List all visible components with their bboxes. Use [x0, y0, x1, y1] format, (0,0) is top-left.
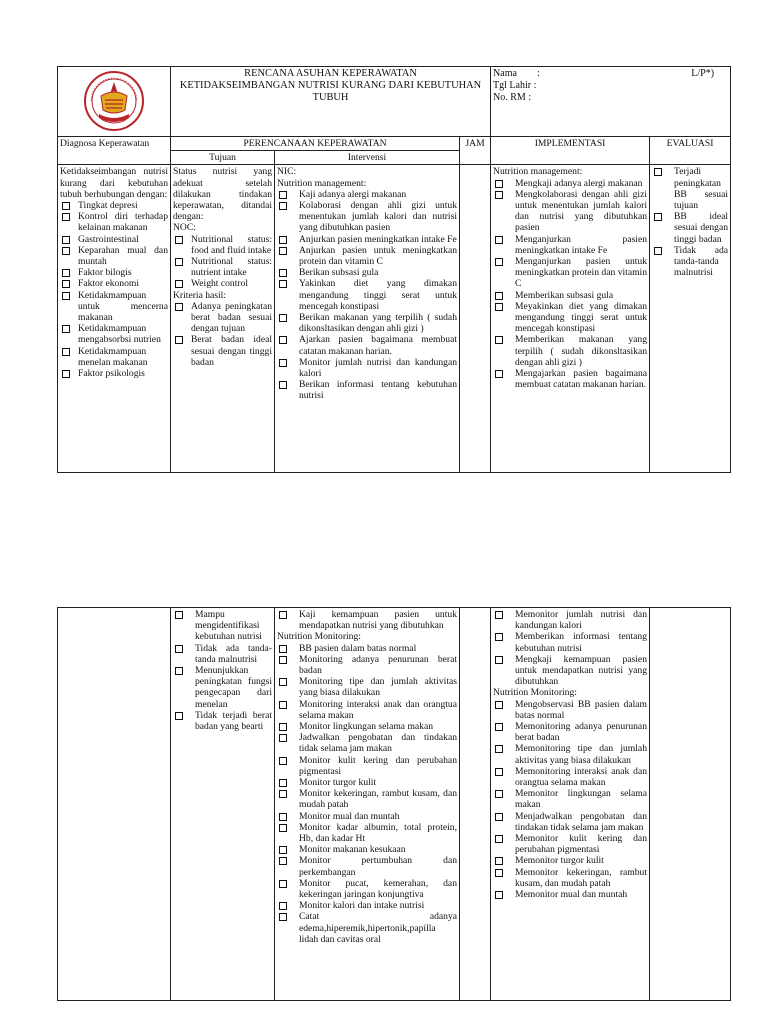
care-plan-table-top [57, 66, 731, 473]
document-title [171, 67, 491, 137]
col-tujuan-header: Tujuan [171, 151, 275, 165]
title-line-1: RENCANA ASUHAN KEPERAWATAN [244, 68, 417, 79]
col-diagnosa-header: Diagnosa Keperawatan [58, 137, 171, 165]
list-item: Faktor psikologis [60, 368, 168, 379]
list-item: Tingkat depresi [60, 200, 168, 211]
list-item: Mengkolaborasi dengan ahli gizi untuk menentukan jumlah kalori dan nutrisi yang dibutuhkan pasien [493, 189, 647, 234]
list-item: Ajarkan pasien bagaimana membuat catatan makanan harian. [277, 334, 457, 356]
implementasi-first-list [493, 609, 647, 687]
col-jam-header: JAM [460, 137, 491, 165]
list-item: Kaji kemampuan pasien untuk mendapatkan nutrisi yang dibutuhkan [277, 609, 457, 631]
logo-cell [58, 67, 171, 137]
intervensi-cell-2 [275, 608, 460, 1001]
list-item: Memberikan makanan yang terpilih ( sudah dikonsltasikan dengan ahli gizi ) [493, 334, 647, 368]
impl-monitoring-label: Nutrition Monitoring: [493, 687, 577, 699]
implementasi-cell-2 [491, 608, 650, 1001]
tujuan-intro: Status nutrisi yang adekuat setelah dilakukan tindakan keperawatan, ditandai dengan: [173, 166, 272, 223]
jam-cell [460, 165, 491, 473]
noc-label: NOC: [173, 222, 196, 234]
list-item: Menunjukkan peningkatan fungsi pengecapan dari menelan [173, 665, 272, 710]
nic-sub-label: Nutrition management: [277, 177, 367, 189]
list-item: Anjurkan pasien untuk meningkatkan protein dan vitamin C [277, 245, 457, 267]
list-item: Memberikan subsasi gula [493, 290, 647, 301]
list-item: Monitor pucat, kemerahan, dan kekeringan jaringan konjungtiva [277, 878, 457, 900]
title-line-2: KETIDAKSEIMBANGAN NUTRISI KURANG DARI KEBUTUHAN TUBUH [179, 80, 482, 103]
list-item: Monitor makanan kesukaan [277, 844, 457, 855]
university-logo [83, 70, 145, 132]
list-item: Monitor kadar albumin, total protein, Hb, dan kadar Ht [277, 822, 457, 844]
list-item: Yakinkan diet yang dimakan mengandung tinggi serat untuk mencegah konstipasi [277, 278, 457, 312]
list-item: Memonitor kulit kering dan perubahan pigmentasi [493, 833, 647, 855]
list-item: Ketidakmampuan untuk mencerna makanan [60, 290, 168, 324]
list-item: Memonitor kekeringan, rambut kusam, dan mudah patah [493, 867, 647, 889]
care-plan-table-bottom [57, 607, 731, 1001]
evaluasi-cell-2 [650, 608, 731, 1001]
list-item: Menganjurkan pasien untuk meningkatkan protein dan vitamin C [493, 256, 647, 290]
list-item: Faktor ekonomi [60, 278, 168, 289]
col-intervensi-header: Intervensi [275, 151, 460, 165]
list-item: Memonitoring adanya penurunan berat badan [493, 721, 647, 743]
tgl-lahir-label: Tgl Lahir : [493, 80, 537, 91]
jam-cell-2 [460, 608, 491, 1001]
list-item: Ketidakmampuan menelan makanan [60, 346, 168, 368]
intervensi-first-list [277, 609, 457, 631]
implementasi-list [493, 178, 647, 391]
list-item: Mengobservasi BB pasien dalam batas normal [493, 699, 647, 721]
tujuan-cell [171, 165, 275, 473]
list-item: Nutritional status: food and fluid intake [173, 234, 272, 256]
list-item: Berikan subsasi gula [277, 267, 457, 278]
list-item: Monitor kekeringan, rambut kusam, dan mudah patah [277, 788, 457, 810]
implementasi-list-2 [493, 699, 647, 901]
list-item: Monitor turgor kulit [277, 777, 457, 788]
list-item: Anjurkan pasien meningkatkan intake Fe [277, 234, 457, 245]
list-item: Kaji adanya alergi makanan [277, 189, 457, 200]
implementasi-cell [491, 165, 650, 473]
noc-list [173, 234, 272, 290]
list-item: Mengkaji kemampuan pasien untuk mendapatkan nutrisi yang dibutuhkan [493, 654, 647, 688]
impl-sub-label: Nutrition management: [493, 166, 583, 178]
diagnosa-list [60, 200, 168, 379]
list-item: Memonitoring interaksi anak dan orangtua selama makan [493, 766, 647, 788]
list-item: Nutritional status: nutrient intake [173, 256, 272, 278]
col-perencanaan-header: PERENCANAAN KEPERAWATAN [171, 137, 460, 151]
list-item: Meyakinkan diet yang dimakan mengandung tinggi serat untuk mencegah konstipasi [493, 301, 647, 335]
list-item: Monitoring adanya penurunan berat badan [277, 654, 457, 676]
monitoring-label: Nutrition Monitoring: [277, 631, 361, 643]
intervensi-list-2 [277, 643, 457, 945]
diagnosa-cell [58, 165, 171, 473]
list-item: Faktor bilogis [60, 267, 168, 278]
list-item: Monitor jumlah nutrisi dan kandungan kalori [277, 357, 457, 379]
list-item: Tidak ada tanda-tanda malnutrisi [652, 245, 728, 279]
list-item: Mampu mengidentifikasi kebutuhan nutrisi [173, 609, 272, 643]
list-item: Gastrointestinal [60, 234, 168, 245]
list-item: Monitor pertumbuhan dan perkembangan [277, 855, 457, 877]
list-item: Monitoring tipe dan jumlah aktivitas yang biasa dilakukan [277, 676, 457, 698]
list-item: Adanya peningkatan berat badan sesuai dengan tujuan [173, 301, 272, 335]
no-rm-label: No. RM : [493, 92, 532, 103]
diagnosa-cell-2 [58, 608, 171, 1001]
intervensi-list [277, 189, 457, 402]
list-item: Mengkaji adanya alergi makanan [493, 178, 647, 189]
list-item: Berat badan ideal sesuai dengan tinggi badan [173, 334, 272, 368]
list-item: Monitor kalori dan intake nutrisi [277, 900, 457, 911]
list-item: Memonitoring tipe dan jumlah aktivitas yang biasa dilakukan [493, 743, 647, 765]
list-item: Memberikan informasi tentang kebutuhan nutrisi [493, 631, 647, 653]
list-item: Berikan makanan yang terpilih ( sudah dikonsltasikan dengan ahli gizi ) [277, 312, 457, 334]
col-implementasi-header: IMPLEMENTASI [491, 137, 650, 165]
list-item: Memonitor mual dan muntah [493, 889, 647, 900]
list-item: Tidak ada tanda-tanda malnutrisi [173, 643, 272, 665]
list-item: Menganjurkan pasien meningkatkan intake Fe [493, 234, 647, 256]
gender-label: L/P*) [691, 68, 715, 79]
list-item: Monitor mual dan muntah [277, 811, 457, 822]
diagnosa-intro: Ketidakseimbangan nutrisi kurang dari kebutuhan tubuh berhubungan dengan: [60, 166, 168, 200]
list-item: BB pasien dalam batas normal [277, 643, 457, 654]
list-item: Jadwalkan pengobatan dan tindakan tidak selama jam makan [277, 732, 457, 754]
list-item: Berikan informasi tentang kebutuhan nutrisi [277, 379, 457, 401]
list-item: Menjadwalkan pengobatan dan tindakan tidak selama jam makan [493, 811, 647, 833]
list-item: Memonitor lingkungan selama makan [493, 788, 647, 810]
list-item: BB ideal sesuai dengan tinggi badan [652, 211, 728, 245]
kriteria-label: Kriteria hasil: [173, 289, 227, 301]
tujuan-list-2 [173, 609, 272, 732]
list-item: Catat adanya edema,hiperemik,hipertonik,papilla lidah dan cavitas oral [277, 911, 457, 945]
evaluasi-list [652, 166, 728, 278]
evaluasi-cell [650, 165, 731, 473]
list-item: Ketidakmampuan mengabsorbsi nutrien [60, 323, 168, 345]
list-item: Monitor lingkungan selama makan [277, 721, 457, 732]
list-item: Mengajarkan pasien bagaimana membuat catatan makanan harian. [493, 368, 647, 390]
list-item: Weight control [173, 278, 272, 289]
list-item: Tidak terjadi berat badan yang bearti [173, 710, 272, 732]
nama-label: Nama [493, 68, 517, 79]
nic-label: NIC: [277, 166, 297, 178]
intervensi-cell [275, 165, 460, 473]
list-item: Terjadi peningkatan BB sesuai tujuan [652, 166, 728, 211]
col-evaluasi-header: EVALUASI [650, 137, 731, 165]
list-item: Monitoring interaksi anak dan orangtua selama makan [277, 699, 457, 721]
list-item: Kolaborasi dengan ahli gizi untuk menentukan jumlah kalori dan nutrisi yang dibutuhkan pasien [277, 200, 457, 234]
list-item: Kontrol diri terhadap kelainan makanan [60, 211, 168, 233]
patient-id-box: Nama : L/P*) Tgl Lahir : No. RM : [491, 67, 731, 137]
kriteria-list [173, 301, 272, 368]
list-item: Keparahan mual dan muntah [60, 245, 168, 267]
list-item: Monitor kulit kering dan perubahan pigmentasi [277, 755, 457, 777]
tujuan-cell-2 [171, 608, 275, 1001]
list-item: Memonitor turgor kulit [493, 855, 647, 866]
list-item: Memonitor jumlah nutrisi dan kandungan kalori [493, 609, 647, 631]
